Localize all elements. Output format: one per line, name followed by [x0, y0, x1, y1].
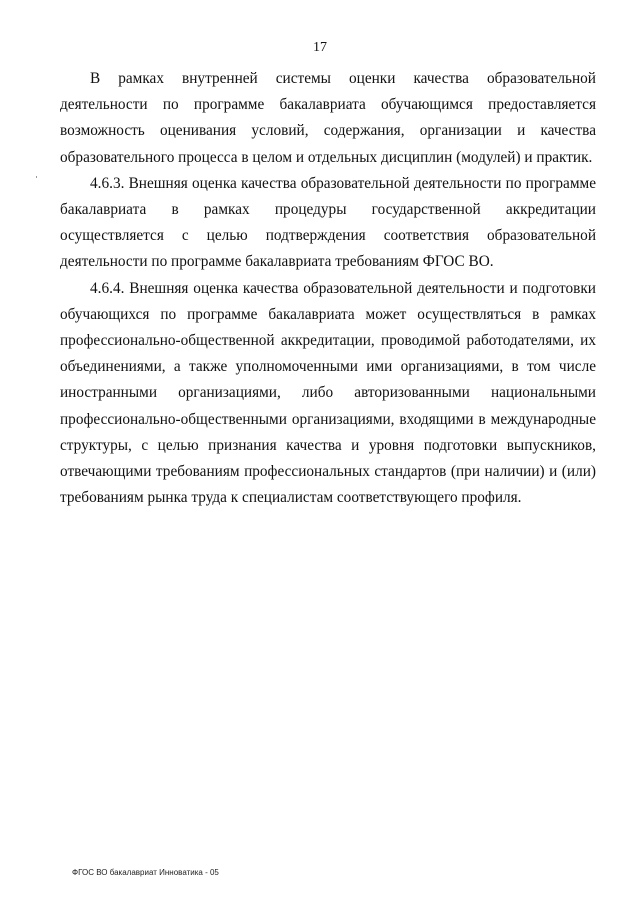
paragraph-4-6-3: 4.6.3. Внешняя оценка качества образовательной деятельности по программе бакалавриата в рамках процедуры государственной аккредитации осуществляется с целью подтверждения соответствия образовательной деятельности по программе бакалавриата требованиям ФГОС ВО.	[60, 174, 596, 271]
paragraph-internal-assessment: В рамках внутренней системы оценки качества образовательной деятельности по программе бакалавриата обучающимся предоставляется возможность оценивания условий, содержания, организации и качества образовательного процесса в целом и отдельных дисциплин (модулей) и практик.	[60, 70, 596, 166]
scan-artifact	[36, 176, 37, 178]
paragraph-4-6-4: 4.6.4. Внешняя оценка качества образовательной деятельности и подготовки обучающихся по программе бакалавриата может осуществляться в рамках профессионально-общественной аккредитации, проводимой работодателями, их объединениями, а также уполномоченными ими организациями, в том числе иностранными организациями, либо авторизованными национальными профессионально-общественными организациями, входящими в международные структуры, с целью признания качества и уровня подготовки выпускников, отвечающими требованиям профессиональных стандартов (при наличии) и (или) требованиям рынка труда к специалистам соответствующего профиля.	[60, 279, 596, 507]
document-footer: ФГОС ВО бакалавриат Инноватика - 05	[72, 868, 219, 877]
document-body	[60, 66, 596, 511]
page-number: 17	[313, 40, 327, 55]
